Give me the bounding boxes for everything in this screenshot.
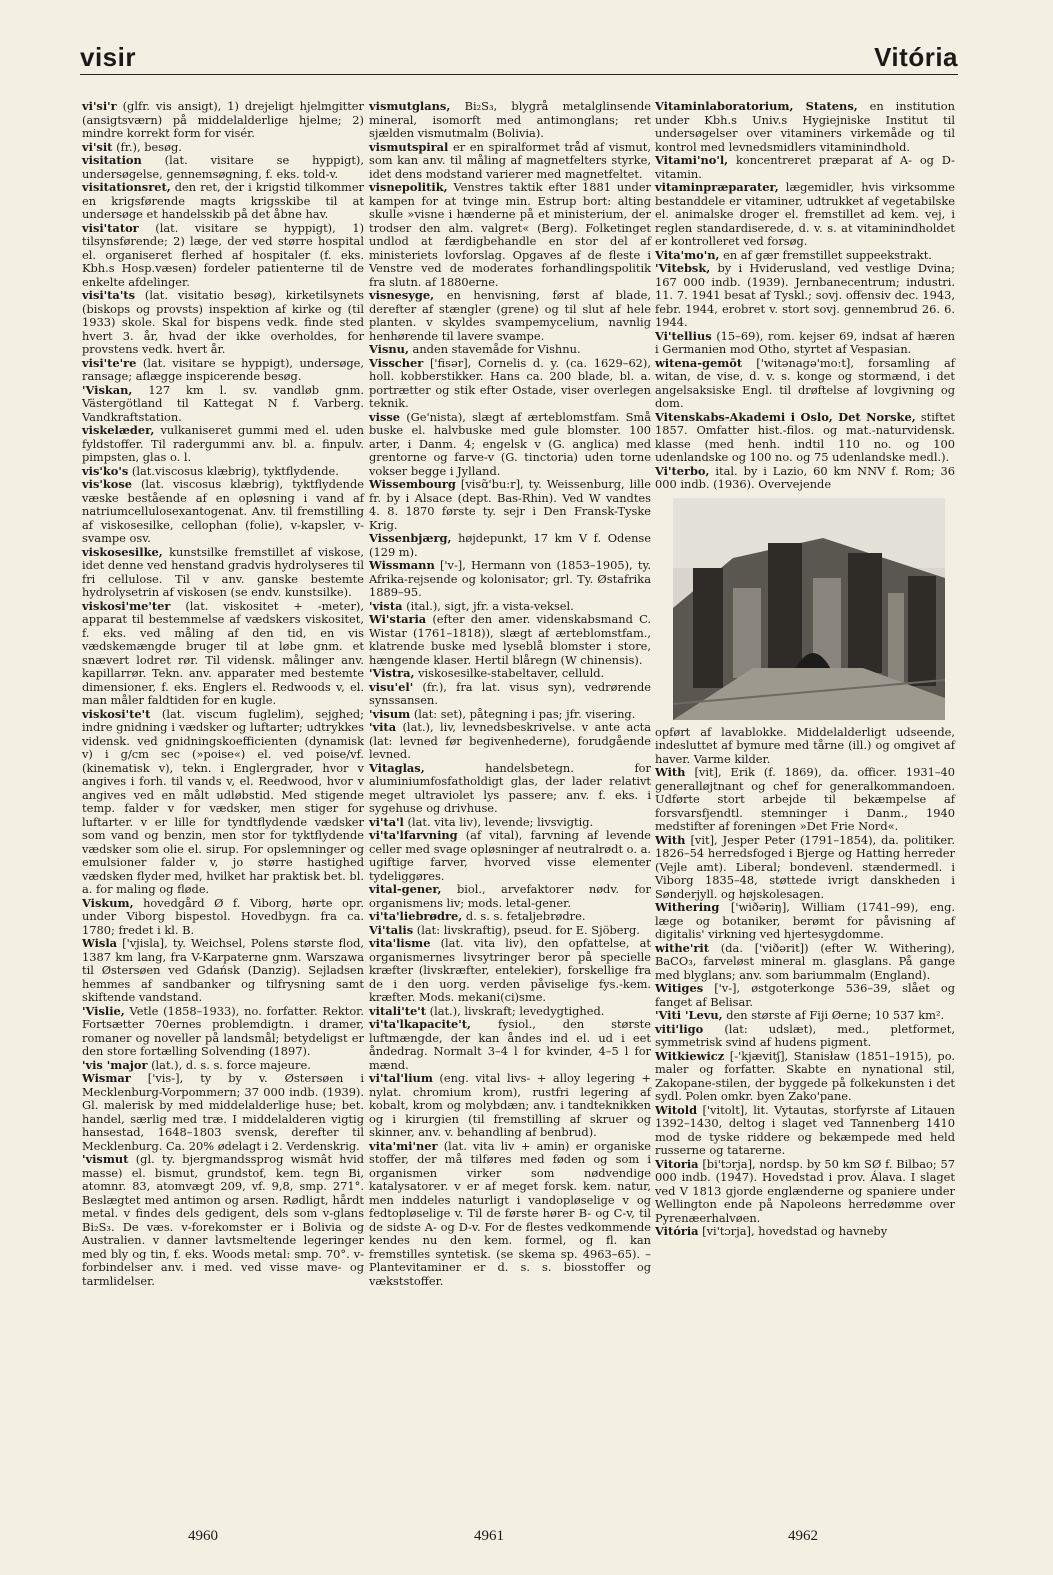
dictionary-entry	[655, 1158, 955, 1226]
dictionary-entry	[82, 708, 364, 897]
entry-definition: stiftet 1857. Omfatter hist.-filos. og mat.-naturvidensk. klasse (med henh. indtil 110 no. og 100 udenlandske og 100 no. og 75 udenlandske medl.).	[655, 409, 956, 464]
entry-definition: Bi₂S₃, blygrå metalglinsende mineral, isomorft med antimonglans; ret sjælden vismutmalm (Bolivia).	[369, 99, 652, 140]
entry-definition: ital. by i Lazio, 60 km NNV f. Rom; 36 000 indb. (1936). Overvejende	[655, 463, 955, 491]
dictionary-entry	[655, 100, 955, 154]
entry-definition: (lat. vita liv), levende; livsvigtig.	[407, 814, 594, 829]
entry-headword: vis'kose	[82, 477, 132, 491]
dictionary-entry	[82, 154, 364, 181]
dictionary-entry	[82, 424, 364, 465]
entry-definition: (15–69), rom. kejser 69, indsat af hæren i Germanien mod Otho, styrtet af Vespasian.	[655, 328, 955, 356]
entry-headword: vis'ko's	[82, 463, 129, 478]
entry-definition: (gl. ty. bjergmandssprog wismât hvid masse) el. bismut, grundstof, kem. tegn Bi, atomnr. 83, atomvægt 209, vf. 9,8, smp. 271°. Beslægtet med antimon og arsen. Rødligt, hårdt metal. v findes dels gedigent, dels som v-glans Bi₂S₃. De væs. v-forekomster er i Bolivia og Australien. v danner lavtsmeltende legeringer med bly og tin, f. eks. Woods metal: smp. 70°. v-forbindelser anv. i med. ved visse mave- og tarmlidelser.	[82, 1152, 365, 1288]
dictionary-entry	[369, 910, 651, 924]
entry-headword: viti'ligo	[655, 1021, 704, 1036]
header-rule	[80, 74, 958, 75]
entry-headword: 'Viti 'Levu,	[655, 1008, 723, 1022]
dictionary-entry	[369, 357, 651, 411]
entry-definition: (lat. visitatio besøg), kirketilsynets (biskops og provsts) inspektion af kirke og (til 1933) skole. Skal for bispens vedk. finde sted hvert 3. år, hvad der ikke overholdes, for provstens vedk. hvert år.	[82, 288, 364, 356]
entry-headword: 'Viskan,	[82, 382, 133, 397]
entry-definition: er en spiralformet tråd af vismut, som kan anv. til måling af magnetfelters styrke, idet dens modstand varierer med magnetfeltet.	[369, 139, 651, 181]
entry-headword: Wissembourg	[369, 477, 456, 491]
entry-definition: Venstres taktik efter 1881 under kampen for at tvinge min. Estrup bort: alting skulle »visne i hænderne på et ministerium, der trodser den alm. valgret« (Berg). Folketinget undlod at færdigbehandle en stor del af ministeriets lovforslag. Opgaves af de fleste i Venstre ved de moderates forhandlingspolitik fra slutn. af 1880erne.	[369, 180, 652, 289]
dictionary-entry	[369, 667, 651, 681]
entry-headword: Vitami'no'l,	[655, 153, 729, 167]
dictionary-entry	[369, 829, 651, 883]
entry-headword: Wisla	[82, 936, 118, 950]
dictionary-entry	[369, 289, 651, 343]
entry-definition: ['v-], østgoterkonge 536–39, slået og fanget af Belisar.	[655, 981, 955, 1009]
column-2	[369, 100, 651, 1288]
entry-definition: [vi'tɔrja], hovedstad og havneby	[702, 1224, 888, 1238]
dictionary-entry	[369, 1018, 651, 1072]
entry-headword: Viskum,	[82, 895, 134, 910]
entry-definition: (fr.), besøg.	[116, 139, 182, 154]
entry-headword: vi'si'r	[82, 99, 117, 113]
entry-definition: den største af Fiji Øerne; 10 537 km².	[726, 1008, 945, 1022]
dictionary-entry	[655, 181, 955, 249]
entry-headword: Vi'tellius	[655, 328, 712, 343]
entry-definition: ['vis-], ty by v. Østersøen i Mecklenburg-Vorpommern; 37 000 indb. (1939). Gl. malerisk by med middelalderlige huse; bet. handel, særlig med træ. I middelalderen vigtig hansestad, 1648–1803 svensk, derefter til Mecklenburg. Ca. 20% ødelagt i 2. Verdenskrig.	[82, 1071, 364, 1153]
dictionary-entry	[82, 465, 364, 479]
dictionary-entry	[369, 1140, 651, 1289]
dictionary-entry	[369, 478, 651, 532]
entry-headword: Visnu,	[369, 342, 409, 356]
entry-definition: en institution under Kbh.s Univ.s Hygiejniske Institut til undersøgelser over vitaminers virkemåde og til kontrol med levnedsmidlers vitaminindhold.	[655, 99, 955, 154]
dictionary-entry	[655, 330, 955, 357]
entry-headword: Withering	[655, 900, 720, 914]
dictionary-entry	[82, 937, 364, 1005]
dictionary-entry	[655, 1023, 955, 1050]
entry-definition: (lat. viskositet + -meter), apparat til bestemmelse af vædskers viskositet, f. eks. ved måling af den tid, en vis vædskemængde bruger til at løbe gnm. et snævert lodret rør. Til vidensk. målinger anv. kapillarrør. Tekn. anv. apparater med bestemte dimensioner, f. eks. Englers el. Redwoods v, el. man måler faldtiden for en kugle.	[82, 598, 364, 707]
entry-headword: visi'te're	[82, 355, 137, 370]
entry-headword: Vita'mo'n,	[655, 247, 720, 262]
entry-definition: Vetle (1858–1933), no. forfatter. Rektor. Fortsætter 70ernes problemdigtn. i dramer, romaner og noveller på landsmål; betydeligst er den store fortælling Solvending (1897).	[82, 1003, 364, 1058]
entry-headword: visu'el'	[369, 679, 414, 694]
entry-definition: ['v-], Hermann von (1853–1905), ty. Afrika-rejsende og kolonisator; grl. Ty. Østafrika 1889–95.	[369, 558, 651, 599]
right-guide-word: Vitória	[874, 42, 958, 72]
entry-headword: visitationsret,	[82, 180, 171, 194]
entry-definition: (lat.), liv, levnedsbeskrivelse. v ante acta (lat: levned før begivenhederne), forudgående levned.	[369, 720, 651, 761]
entry-definition: (lat. viscosus klæbrig), tyktflydende væske bestående af en opløsning i vand af natriumcellulosexantogenat. Anv. til fremstilling af viskosesilke, cellophan (folie), v-kapsler, v-svampe osv.	[82, 477, 364, 545]
dictionary-entry	[82, 181, 364, 222]
entry-headword: vi'ta'liebrødre,	[369, 909, 463, 923]
dictionary-entry	[369, 100, 651, 141]
dictionary-entry	[82, 357, 364, 384]
entry-definition: (lat. visitare se hyppigt), undersøge, ransage; aflægge inspicerende besøg.	[82, 355, 364, 383]
dictionary-entry	[82, 141, 364, 155]
entry-headword: 'Vislie,	[82, 1003, 125, 1018]
entry-headword: vi'ta'lfarvning	[369, 828, 458, 842]
dictionary-entry	[655, 465, 955, 492]
dictionary-entry	[82, 100, 364, 141]
dictionary-entry	[655, 901, 955, 942]
entry-headword: Wismar	[82, 1071, 131, 1085]
dictionary-entry	[82, 289, 364, 357]
entry-definition: [-'kjævitʃ], Stanisław (1851–1915), po. maler og forfatter. Skabte en nynational stil, Zakopane-stilen, der byggede på folkekunsten i det sydl. Polen omkr. byen Zako'pane.	[655, 1048, 955, 1103]
entry-headword: Wi'staria	[369, 612, 427, 626]
dictionary-entry	[655, 154, 955, 181]
entry-definition: d. s. s. fetaljebrødre.	[465, 909, 586, 923]
dictionary-entry	[369, 937, 651, 1005]
dictionary-entry	[369, 883, 651, 910]
dictionary-entry	[369, 181, 651, 289]
viterbo-town-wall-photo	[673, 498, 945, 720]
entry-definition: (glfr. vis ansigt), 1) drejeligt hjelmgitter (ansigtsværn) på middelalderlige hjelme; 2) mindre korrekt form for visér.	[82, 99, 364, 140]
entry-definition: (lat. vita liv), den opfattelse, at organismernes livsytringer beror på specielle kræfter (livskræfter, entelekier), forskellige fra de i den uorg. verden påviselige fys.-kem. kræfter. Mods. mekani(ci)sme.	[369, 936, 651, 1004]
entry-headword: vismutspiral	[369, 139, 449, 154]
entry-headword: With	[655, 765, 686, 779]
entry-definition: (Ge'nista), slægt af ærteblomstfam. Små buske el. halvbuske med gule blomster. 100 arter, i Danm. 4; engelsk v (G. anglica) med grentorne og farve-v (G. tinctoria) uden torne vokser begge i Jylland.	[369, 409, 651, 478]
entry-headword: vita'mi'ner	[369, 1138, 438, 1153]
entry-definition: ['witənagə'mo:t], forsamling af witan, de vise, d. v. s. konge og stormænd, i det angelsaksiske Engl. til drøftelse af lovgivning og dom.	[655, 355, 956, 410]
entry-definition: viskosesilke-stabeltaver, celluld.	[418, 666, 605, 680]
entry-definition: (lat.), d. s. s. force majeure.	[151, 1057, 311, 1072]
entry-definition: (ital.), sigt, jfr. a vista-veksel.	[406, 598, 574, 613]
entry-headword: 'vista	[369, 598, 403, 613]
entry-definition: handelsbetegn. for aluminiumfosfatholdigt glas, der lader relativt meget ultraviolet lys passere; anv. f. eks. i sygehuse og drivhuse.	[369, 760, 651, 815]
dictionary-entry	[369, 924, 651, 938]
entry-definition: biol., arvefaktorer nødv. for organismens liv; mods. letal-gener.	[369, 882, 651, 910]
dictionary-entry	[82, 478, 364, 546]
entry-headword: witena-gemōt	[655, 355, 743, 370]
dictionary-entry	[369, 141, 651, 182]
entry-headword: Vitenskabs-Akademi i Oslo, Det Norske,	[655, 409, 916, 424]
dictionary-entry	[655, 1104, 955, 1158]
entry-headword: vismutglans,	[369, 99, 451, 113]
entry-headword: viskelæder,	[82, 423, 155, 437]
entry-definition: by i Hviderusland, ved vestlige Dvina; 167 000 indb. (1939). Jernbanecentrum; industri. 11. 7. 1941 besat af Tyskl.; sovj. offensiv dec. 1943, febr. 1944, erobret v. stort sovj. gennembrud 26. 6. 1944.	[655, 261, 956, 329]
entry-definition: vulkaniseret gummi med el. uden fyldstoffer. Til radergummi anv. bl. a. finpulv. pimpsten, glas o. l.	[82, 423, 364, 464]
entry-headword: vital-gener,	[369, 882, 442, 896]
entry-headword: visi'ta'ts	[82, 288, 135, 302]
entry-headword: 'vita	[369, 720, 397, 734]
entry-definition: (lat: livskraftig), pseud. for E. Sjöberg.	[416, 922, 640, 937]
entry-definition: ['vitolt], lit. Vytautas, storfyrste af Litauen 1392–1430, deltog i slaget ved Tannenberg 1410 mod de tyske riddere og bekæmpede med held russerne og tatarerne.	[655, 1102, 955, 1157]
entry-headword: Vitória	[655, 1224, 699, 1238]
entry-headword: vi'sit	[82, 139, 113, 154]
entry-headword: viskosesilke,	[82, 544, 163, 559]
entry-headword: 'vismut	[82, 1152, 129, 1166]
entry-headword: visitation	[82, 153, 142, 167]
dictionary-entry	[369, 411, 651, 479]
entry-headword: visnesyge,	[369, 288, 435, 302]
entry-headword: viskosi'me'ter	[82, 598, 171, 613]
entry-definition: (lat: set), påtegning i pas; jfr. visering.	[413, 706, 636, 721]
entry-headword: Vi'talis	[369, 922, 414, 937]
dictionary-entry	[655, 726, 955, 767]
dictionary-entry	[369, 532, 651, 559]
entry-headword: 'Vistra,	[369, 666, 415, 680]
running-header	[80, 38, 958, 78]
entry-headword: 'vis 'major	[82, 1057, 148, 1072]
dictionary-entry	[82, 1059, 364, 1073]
entry-definition: (eng. vital livs- + alloy legering + nylat. chromium krom), rustfri legering af kobalt, krom og molybdæn; anv. i tandteknikken og i kirurgien (til fremstilling af skruer og skinner, anv. v. behandling af benbrud).	[369, 1071, 651, 1139]
entry-definition: (lat. vita liv + amin) er organiske stoffer, der må tilføres med føden og som i organismen virker som nødvendige katalysatorer. v er af meget forsk. kem. natur, men inddeles naturligt i vandopløselige v og fedtopløselige v. Til de første hører B- og C-v, til de sidste A- og D-v. For de flestes vedkommende kendes nu den kem. formel, og fl. kan fremstilles syntetisk. (se skema sp. 4963–65). – Plantevitaminer er d. s. s. biosstoffer og vækststoffer.	[369, 1138, 651, 1288]
entry-definition: den ret, der i krigstid tilkommer en krigsførende magts krigsskibe til at undersøge et handelsskib på det åbne hav.	[82, 180, 365, 221]
entry-definition: lægemidler, hvis virksomme bestanddele er vitaminer, udtrukket af vegetabilske el. animalske droger el. fremstillet ad kem. vej, i reglen standardiserede, d. v. s. at vitaminindholdet er kontrolleret ved forsøg.	[655, 180, 956, 248]
page-number-right: 4962	[788, 1528, 818, 1544]
entry-definition: anden stavemåde for Vishnu.	[412, 342, 581, 356]
entry-definition: ['fisər], Cornelis d. y. (ca. 1629–62), holl. kobberstikker. Hans ca. 200 blade, bl. a. portrætter og stik efter Ostade, viser overlegen teknik.	[369, 355, 651, 410]
dictionary-entry	[655, 834, 955, 902]
entry-definition: en af gær fremstillet suppeekstrakt.	[723, 247, 932, 262]
entry-definition: ['vjisla], ty. Weichsel, Polens største flod, 1387 km lang, fra V-Karpaterne gnm. Warszawa til Østersøen ved Gdańsk (Danzig). Sejladsen hemmes af sandbanker og tilfrysning samt skiftende vandstand.	[82, 936, 364, 1004]
entry-headword: Witkiewicz	[655, 1048, 725, 1063]
dictionary-entry	[369, 1005, 651, 1019]
entry-headword: Vitaglas,	[369, 760, 425, 775]
entry-definition: (af vital), farvning af levende celler med svage opløsninger af neutralrødt o. a. ugiftige farver, hvorved visse elementer tydeliggøres.	[369, 828, 651, 883]
dictionary-entry	[82, 384, 364, 425]
column-3	[655, 100, 955, 1239]
entry-definition: [bi'tɔrja], nordsp. by 50 km SØ f. Bilbao; 57 000 indb. (1947). Hovedstad i prov. Álava. I slaget ved V 1813 gjorde englænderne og spaniere under Wellington ende på Napoleons herredømme over Pyrenæerhalvøen.	[655, 1156, 955, 1225]
entry-headword: Vitoria	[655, 1156, 699, 1171]
entry-headword: With	[655, 832, 686, 847]
entry-headword: visi'tator	[82, 220, 139, 235]
entry-headword: vita'lisme	[369, 936, 431, 950]
entry-definition: (lat. visitare se hyppigt), undersøgelse, gennemsøgning, f. eks. told-v.	[82, 153, 364, 181]
entry-definition: hovedgård Ø f. Viborg, hørte opr. under Viborg bispestol. Hovedbygn. fra ca. 1780; fredet i kl. B.	[82, 895, 364, 937]
dictionary-entry	[655, 942, 955, 983]
dictionary-entry	[82, 1153, 364, 1288]
page-number-center: 4961	[474, 1528, 504, 1544]
dictionary-entry	[369, 681, 651, 708]
entry-headword: Witiges	[655, 981, 704, 995]
entry-definition: [vit], Jesper Peter (1791–1854), da. politiker. 1826–54 herredsfoged i Bjerge og Hatting herreder (Vejle amt). Liberal; bondevenl. stændermedl. i Viborg 1835–48, støttede ivrigt danskheden i Sønderjyll. og højskolesagen.	[655, 832, 955, 901]
entry-headword: Wissmann	[369, 558, 435, 572]
dictionary-entry	[82, 1005, 364, 1059]
dictionary-entry	[369, 600, 651, 614]
entry-headword: visse	[369, 409, 401, 424]
dictionary-entry	[369, 708, 651, 722]
dictionary-entry	[369, 613, 651, 667]
dictionary-entry	[369, 343, 651, 357]
entry-definition: fysiol., den største luftmængde, der kan åndes ind el. ud i eet åndedrag. Normalt 3–4 l for kvinder, 4–5 l for mænd.	[369, 1017, 651, 1072]
entry-headword: 'visum	[369, 706, 411, 721]
dictionary-entry	[369, 559, 651, 600]
entry-definition: (efter den amer. videnskabsmand C. Wistar (1761–1818)), slægt af ærteblomstfam., klatrende buske med lyseblå blomster i store, hængende klaser. Hertil blåregn (W chinensis).	[369, 612, 652, 667]
dictionary-entry	[655, 1050, 955, 1104]
entry-definition: 127 km l. sv. vandløb gnm. Västergötland til Kattegat N f. Varberg. Vandkraftstation.	[82, 382, 365, 424]
left-guide-word: visir	[80, 42, 136, 72]
dictionary-entry	[655, 262, 955, 330]
entry-headword: Vi'terbo,	[655, 463, 710, 478]
entry-definition: [visɑ̃'bu:r], ty. Weissenburg, lille fr. by i Alsace (dept. Bas-Rhin). Ved W vandtes 4. 8. 1870 første ty. sejr i Den Fransk-Tyske Krig.	[369, 477, 651, 532]
entry-headword: vi'tal'lium	[369, 1071, 433, 1085]
dictionary-entry	[655, 411, 955, 465]
entry-headword: Vitaminlaboratorium, Statens,	[655, 99, 858, 113]
column-1	[82, 100, 364, 1288]
entry-headword: vi'ta'l	[369, 814, 404, 829]
entry-headword: Witold	[655, 1102, 698, 1117]
dictionary-entry	[369, 762, 651, 816]
page-number-left: 4960	[188, 1528, 218, 1544]
entry-headword: Vissenbjærg,	[369, 531, 452, 545]
dictionary-entry	[655, 249, 955, 263]
entry-definition: (lat.viscosus klæbrig), tyktflydende.	[131, 463, 339, 478]
entry-definition: (lat. viscum fuglelim), sejghed; indre gnidning i vædsker og luftarter; udtrykkes vidensk. ved gnidningskoefficienten (dynamisk v) i g/cm sec (»poise«) el. ved poise/vf. (kinematisk v), tekn. i Englergrader, hvor v angives i forh. til vands v, el. Reedwood, hvor v angives ved en målt udløbstid. Med stigende temp. falder v for vædsker, men stiger for luftarter. v er lille for tyndtflydende vædsker som vand og benzin, men stor for tyktflydende vædsker som olie el. sirup. For opslemninger og emulsioner falder v, jo større hastighed vædsken flyder med, hvilket har praktisk bet. bl. a. for maling og fløde.	[82, 706, 365, 896]
dictionary-entry	[369, 1072, 651, 1140]
entry-headword: Visscher	[369, 355, 424, 370]
entry-headword: vi'ta'lkapacite't,	[369, 1017, 471, 1031]
entry-definition: ['wiðəriŋ], William (1741–99), eng. læge og botaniker, berømt for påvisning af digitalis' virkning ved hjertesygdomme.	[655, 900, 955, 941]
dictionary-entry	[82, 546, 364, 600]
entry-definition: (lat. visitare se hyppigt), 1) tilsynsførende; 2) læge, der ved større hospital el. organiseret flerhed af hospitaler (f. eks. Kbh.s Hosp.væsen) fordeler patienterne til de enkelte afdelinger.	[82, 220, 365, 289]
dictionary-entry	[82, 1072, 364, 1153]
entry-headword: vitali'te't	[369, 1003, 426, 1018]
dictionary-entry	[655, 1225, 955, 1239]
entry-headword: 'Vitebsk,	[655, 261, 711, 275]
entry-definition: (fr.), fra lat. visus syn), vedrørende synssansen.	[369, 679, 652, 707]
entry-definition: (da. ['viðərit]) (efter W. Withering), BaCO₃, farveløst mineral m. glasglans. På gange med blyglans; anv. som bariummalm (England).	[655, 940, 955, 982]
entry-definition: [vit], Erik (f. 1869), da. officer. 1931–40 generalløjtnant og chef for generalkommandoen. Udførte stort arbejde til bekæmpelse af forsvarsfjendtl. stemninger i Danm., 1940 medstifter af foreningen »Det Frie Nord«.	[655, 765, 956, 833]
entry-headword: vitaminpræparater,	[655, 180, 779, 194]
dictionary-entry	[369, 816, 651, 830]
dictionary-entry	[655, 766, 955, 834]
dictionary-entry	[82, 600, 364, 708]
entry-definition: koncentreret præparat af A- og D-vitamin.	[655, 153, 955, 181]
dictionary-entry	[655, 1009, 955, 1023]
entry-headword: withe'rit	[655, 940, 709, 955]
entry-definition: en henvisning, først af blade, derefter af stængler (grene) og til slut af hele planten. v skyldes svampemycelium, navnlig henhørende til lavere svampe.	[369, 288, 652, 343]
dictionary-entry	[82, 222, 364, 290]
entry-definition: (lat.), livskraft; levedygtighed.	[429, 1003, 605, 1018]
entry-definition: kunstsilke fremstillet af viskose, idet denne ved henstand gradvis hydrolyseres til fri cellulose. Til v anv. ganske bestemte hydrolysetrin af viskosen (se endv. kunstsilke).	[82, 544, 365, 599]
dictionary-entry	[369, 721, 651, 762]
entry-headword: viskosi'te't	[82, 706, 151, 721]
entry-definition: højdepunkt, 17 km V f. Odense (129 m).	[369, 531, 652, 559]
dictionary-entry	[655, 982, 955, 1009]
entry-definition: (lat: udslæt), med., pletformet, symmetrisk svind af hudens pigment.	[655, 1021, 955, 1049]
entry-definition: opført af lavablokke. Middelalderligt udseende, indesluttet af bymure med tårne (ill.) og omgivet af haver. Varme kilder.	[655, 724, 955, 766]
dictionary-entry	[655, 357, 955, 411]
dictionary-entry	[82, 897, 364, 938]
entry-headword: visnepolitik,	[369, 180, 448, 194]
